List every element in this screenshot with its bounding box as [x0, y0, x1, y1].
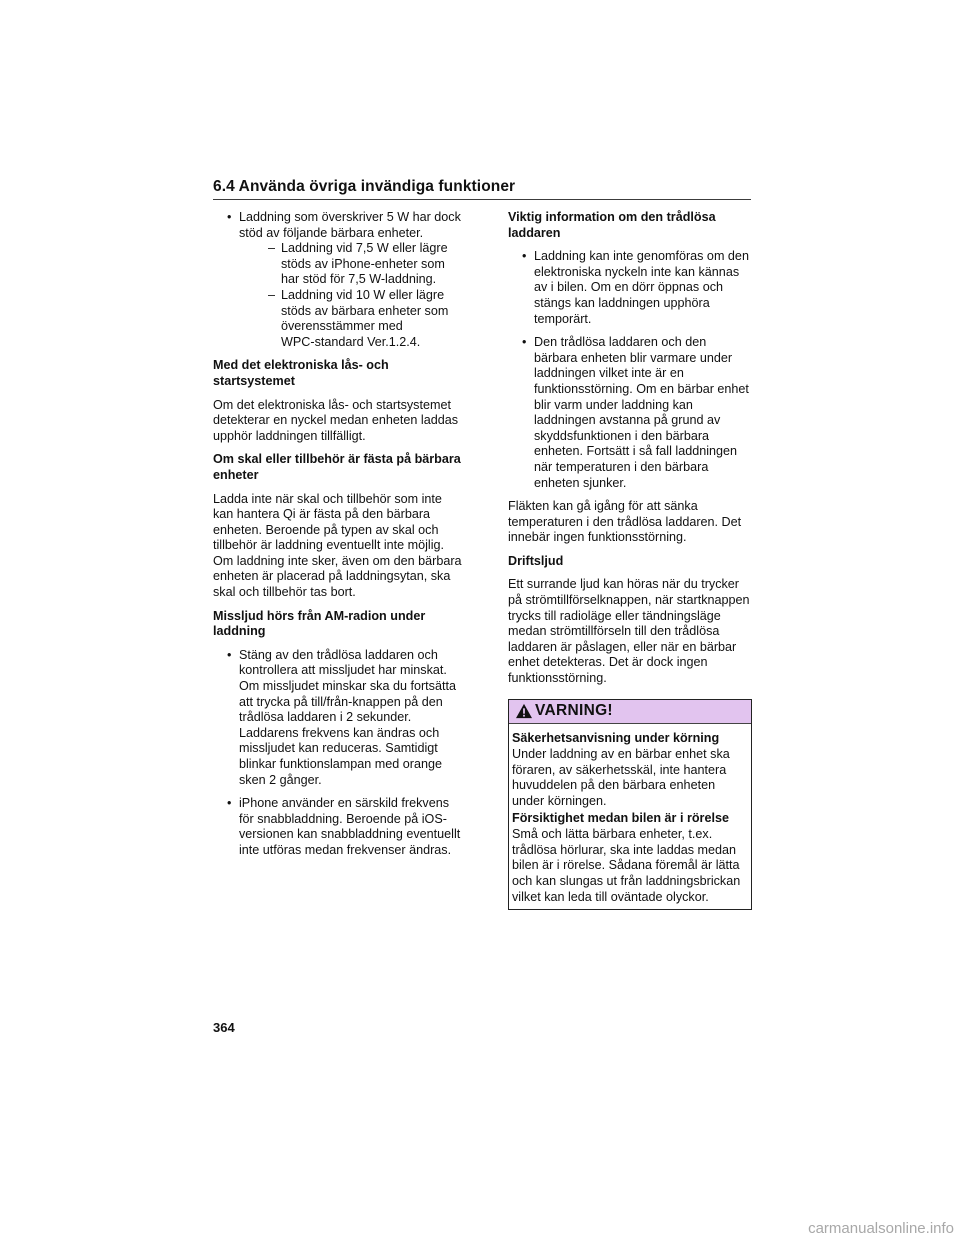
warning-body [509, 724, 751, 906]
paragraph: Fläkten kan gå igång för att sänka temperaturen i den trådlösa laddaren. Det innebär ingen funktionsstörning. [508, 499, 742, 545]
sub-text: Laddning vid 10 W eller lägre stöds av bärbara enheter som överensstämmer med [281, 287, 449, 334]
warning-header [509, 700, 751, 724]
bullet-item: • Den trådlösa laddaren och den bärbara enheten blir varmare under laddningen vilket inte är en funktionsstörning. Om en bärbar enhet blir varm under laddning kan laddningen avstanna på grund av skyddsfunktionen i den bärbara enheten. Fortsätt i så fall laddningen när temperaturen i den bärbara enheten sjunker. [508, 335, 752, 491]
right-column [508, 210, 752, 910]
header-divider [213, 199, 751, 200]
section-title: 6.4 Använda övriga invändiga funktioner [213, 178, 516, 195]
sub-text-standard: WPC-standard Ver.1.2.4. [281, 334, 421, 349]
warning-paragraph: Små och lätta bärbara enheter, t.ex. trådlösa hörlurar, ska inte laddas medan bilen är i rörelse. Sådana föremål är lätta och kan slungas ut från laddningsbrickan vilket kan leda till oväntade olyckor. [512, 827, 741, 904]
sub-item [239, 288, 465, 350]
paragraph: Om det elektroniska lås- och startsystemet detekterar en nyckel medan enheten laddas upphör laddningen tillfälligt. [213, 397, 459, 443]
warning-heading-safety: Säkerhetsanvisning under körning [512, 730, 720, 745]
warning-triangle-icon [515, 703, 533, 719]
warning-box [508, 699, 752, 911]
warning-paragraph: Under laddning av en bärbar enhet ska föraren, av säkerhetsskäl, inte hantera huvuddelen på den bärbara enheten under körningen. [512, 747, 730, 808]
paragraph: Ett surrande ljud kan höras när du trycker på strömtillförselknappen, när startknappen trycks till radioläge eller tändningsläge medan strömtillförseln till den trådlösa laddaren är påslagen, eller när en bärbar enhet detekteras. Det är dock ingen funktionsstörning. [508, 577, 750, 686]
heading-am-noise: Missljud hörs från AM-radion under laddning [213, 608, 426, 639]
heading-cases-accessories: Om skal eller tillbehör är fästa på bärbara enheter [213, 452, 461, 482]
page-number: 364 [213, 1020, 235, 1035]
warning-title: VARNING! [535, 702, 613, 720]
bullet-item [213, 210, 465, 350]
bullet-text: Laddning som överskriver 5 W har dock stöd av följande bärbara enheter. [239, 210, 461, 240]
watermark: carmanualsonline.info [808, 1220, 954, 1237]
heading-important-info: Viktig information om den trådlösa laddaren [508, 210, 716, 240]
warning-heading-caution: Försiktighet medan bilen är i rörelse [512, 810, 729, 825]
left-column [213, 210, 465, 867]
heading-electronic-lock: Med det elektroniska lås- och startsystemet [213, 358, 389, 388]
bullet-item: • iPhone använder en särskild frekvens för snabbladdning. Beroende på iOS-versionen kan snabbladdning eventuellt inte utföras medan frekvenser ändras. [213, 796, 465, 858]
bullet-item: • Laddning kan inte genomföras om den elektroniska nyckeln inte kan kännas av i bilen. Om en dörr öppnas och stängs kan laddningen upphöra temporärt. [508, 249, 752, 327]
paragraph: Ladda inte när skal och tillbehör som inte kan hantera Qi är fästa på den bärbara enheten. Beroende på typen av skal och tillbehör är laddning eventuellt inte möjlig. Om laddning inte sker, även om den bärbara enheten är placerad på laddningsytan, ska skal och tillbehör tas bort. [213, 491, 462, 600]
bullet-item: • Stäng av den trådlösa laddaren och kontrollera att missljudet har minskat. Om missljudet minskar ska du fortsätta att trycka på till/från-knappen på den trådlösa laddaren i 2 sekunder. Laddarens frekvens kan ändras och missljudet kan reduceras. Samtidigt blinkar funktionslampan med orange sken 2 gånger. [213, 648, 465, 788]
sub-item: – Laddning vid 7,5 W eller lägre stöds av iPhone-enheter som har stöd för 7,5 W-laddning. [239, 241, 465, 288]
heading-operating-sound: Driftsljud [508, 553, 564, 568]
